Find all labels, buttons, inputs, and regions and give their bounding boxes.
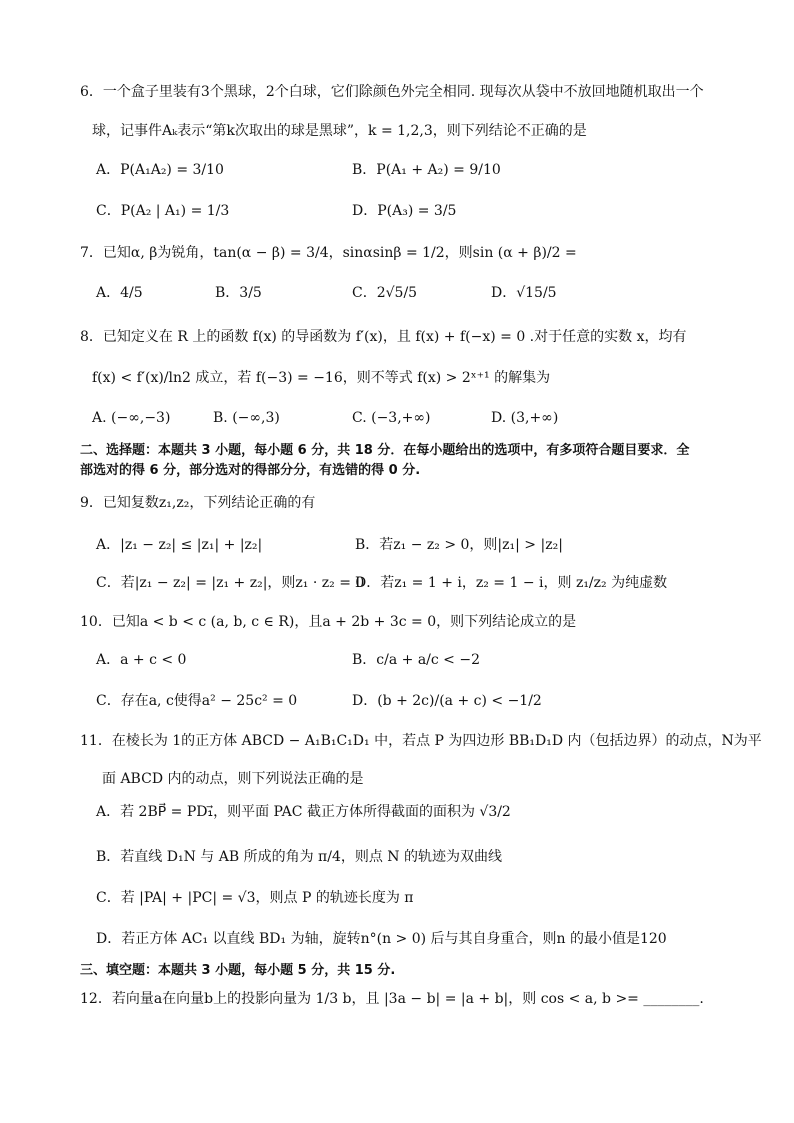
- q11-stem-line2: 面 ABCD 内的动点，则下列说法正确的是: [102, 771, 364, 787]
- q8-stem-line1: 8．已知定义在 R 上的函数 f(x) 的导函数为 f′(x)，且 f(x) + f(−x) = 0 .对于任意的实数 x，均有: [80, 329, 687, 345]
- q8-option-c: C. (−3,+∞): [352, 410, 431, 426]
- section3-heading: 三、填空题：本题共 3 小题，每小题 5 分，共 15 分.: [80, 963, 396, 978]
- q11-option-b: B．若直线 D₁N 与 AB 所成的角为 π/4，则点 N 的轨迹为双曲线: [96, 849, 502, 865]
- q8-stem-line2: f(x) < f′(x)/ln2 成立，若 f(−3) = −16，则不等式 f(x) > 2ˣ⁺¹ 的解集为: [92, 370, 551, 386]
- q9-option-d: D．若z₁ = 1 + i，z₂ = 1 − i，则 z₁/z₂ 为纯虚数: [355, 575, 668, 591]
- q9-option-b: B．若z₁ − z₂ > 0，则|z₁| > |z₂|: [355, 537, 563, 553]
- q9-option-c: C．若|z₁ − z₂| = |z₁ + z₂|，则z₁ · z₂ = 0: [96, 575, 365, 591]
- q10-option-a: A．a + c < 0: [96, 652, 187, 668]
- q6-stem-line1: 6．一个盒子里装有3个黑球，2个白球，它们除颜色外完全相同. 现每次从袋中不放回地随机取出一个: [80, 84, 704, 100]
- q6-option-d: D．P(A₃) = 3/5: [352, 203, 457, 219]
- q11-option-a: A．若 2BP⃗ = PD₁⃗，则平面 PAC 截正方体所得截面的面积为 √3/2: [96, 804, 511, 820]
- q12-stem: 12．若向量a在向量b上的投影向量为 1/3 b，且 |3a − b| = |a + b|，则 cos < a, b >= ________.: [80, 991, 704, 1007]
- section2-heading-line1: 二、选择题：本题共 3 小题，每小题 6 分，共 18 分．在每小题给出的选项中，有多项符合题目要求．全: [80, 443, 690, 458]
- q8-option-b: B. (−∞,3): [213, 410, 280, 426]
- q7-option-d: D．√15/5: [491, 285, 557, 301]
- q11-option-c: C．若 |PA| + |PC| = √3，则点 P 的轨迹长度为 π: [96, 890, 414, 906]
- section2-heading-line2: 部选对的得 6 分，部分选对的得部分分，有选错的得 0 分.: [80, 463, 421, 478]
- q11-option-d: D．若正方体 AC₁ 以直线 BD₁ 为轴，旋转n°(n > 0) 后与其自身重合，则n 的最小值是120: [96, 931, 667, 947]
- q10-option-c: C．存在a, c使得a² − 25c² = 0: [96, 693, 298, 709]
- q10-stem: 10．已知a < b < c (a, b, c ∈ R)，且a + 2b + 3c = 0，则下列结论成立的是: [80, 614, 577, 630]
- q6-stem-line2: 球，记事件Aₖ表示“第k次取出的球是黑球”，k = 1,2,3，则下列结论不正确的是: [92, 123, 587, 139]
- q10-option-b: B．c/a + a/c < −2: [352, 652, 480, 668]
- q7-stem: 7．已知α, β为锐角，tan(α − β) = 3/4，sinαsinβ = 1/2，则sin (α + β)/2 =: [80, 245, 577, 261]
- q6-option-c: C．P(A₂ | A₁) = 1/3: [96, 203, 230, 219]
- q9-option-a: A．|z₁ − z₂| ≤ |z₁| + |z₂|: [96, 537, 263, 553]
- q6-option-a: A．P(A₁A₂) = 3/10: [96, 162, 224, 178]
- q8-option-a: A. (−∞,−3): [92, 410, 171, 426]
- q7-option-a: A．4/5: [96, 285, 143, 301]
- q10-option-d: D．(b + 2c)/(a + c) < −1/2: [352, 693, 542, 709]
- q8-option-d: D. (3,+∞): [491, 410, 559, 426]
- q11-stem-line1: 11．在棱长为 1的正方体 ABCD − A₁B₁C₁D₁ 中，若点 P 为四边形 BB₁D₁D 内（包括边界）的动点，N为平: [80, 733, 762, 749]
- q7-option-c: C．2√5/5: [352, 285, 418, 301]
- q7-option-b: B．3/5: [215, 285, 262, 301]
- q6-option-b: B．P(A₁ + A₂) = 9/10: [352, 162, 501, 178]
- q9-stem: 9．已知复数z₁,z₂，下列结论正确的有: [80, 495, 316, 511]
